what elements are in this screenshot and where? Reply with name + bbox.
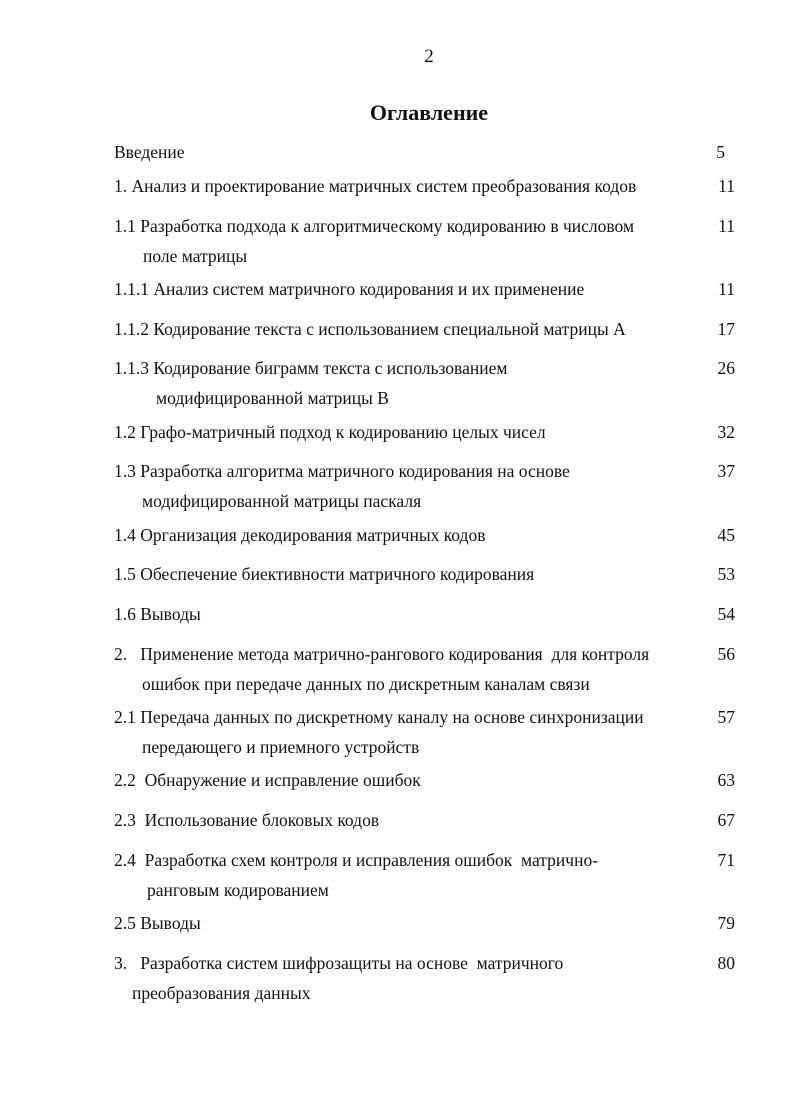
toc-entry-page: 17	[717, 319, 735, 339]
toc-entry-page: 79	[717, 913, 735, 933]
toc-entry-page: 11	[718, 176, 735, 196]
toc-entry-page: 32	[717, 422, 735, 442]
toc-entry-title: 2.4 Разработка схем контроля и исправления ошибок матрично- ранговым кодированием	[114, 850, 599, 900]
toc-entry-title: 1.6 Выводы	[114, 604, 201, 624]
toc-entry-page: 54	[717, 604, 735, 624]
toc-entry-page: 57	[717, 707, 735, 727]
toc-entry-title: 3. Разработка систем шифрозащиты на основе матричного преобразования данных	[114, 953, 564, 1003]
toc-entry-title: 1.5 Обеспечение биективности матричного кодирования	[114, 564, 535, 584]
toc-entry-page: 71	[717, 850, 735, 870]
toc-entry-title: 2. Применение метода матрично-рангового кодирования для контроля ошибок при передаче данных по дискретным каналам связи	[114, 644, 650, 694]
toc-entry-title: 1.3 Разработка алгоритма матричного кодирования на основе модифицированной матрицы паскаля	[114, 461, 570, 511]
toc-entry-title: 2.3 Использование блоковых кодов	[114, 810, 380, 830]
toc-entry-page: 37	[717, 461, 735, 481]
toc-entry-title: Введение	[114, 142, 185, 162]
toc-entry-title: 2.5 Выводы	[114, 913, 201, 933]
toc-entry-page: 53	[717, 564, 735, 584]
page-number: 2	[424, 46, 434, 67]
toc-entry-title: 1.1 Разработка подхода к алгоритмическому кодированию в числовом поле матрицы	[114, 216, 635, 266]
toc-entry-title: 1. Анализ и проектирование матричных систем преобразования кодов	[114, 176, 637, 196]
toc-entry-page: 80	[717, 953, 735, 973]
toc-entry-page: 63	[717, 770, 735, 790]
toc-entry-page: 67	[717, 810, 735, 830]
toc-entry-page: 26	[717, 358, 735, 378]
toc-entry-title: 1.2 Графо-матричный подход к кодированию целых чисел	[114, 422, 546, 442]
toc-title: Оглавление	[369, 100, 489, 125]
toc-entry-page: 45	[717, 525, 735, 545]
toc-entry-page: 11	[718, 216, 735, 236]
toc-entry-title: 1.4 Организация декодирования матричных кодов	[114, 525, 486, 545]
toc-entry-page: 5	[716, 142, 725, 162]
toc-entry-title: 1.1.1 Анализ систем матричного кодирования и их применение	[114, 279, 585, 299]
toc-entry-page: 11	[718, 279, 735, 299]
toc-entry-title: 2.2 Обнаружение и исправление ошибок	[114, 770, 421, 790]
toc-entry-title: 1.1.2 Кодирование текста с использованием специальной матрицы А	[114, 319, 626, 339]
toc-entry-title: 1.1.3 Кодирование биграмм текста с использованием модифицированной матрицы В	[114, 358, 508, 408]
toc-entry-page: 56	[717, 644, 735, 664]
toc-entry-title: 2.1 Передача данных по дискретному каналу на основе синхронизации передающего и приемного устройств	[114, 707, 644, 757]
